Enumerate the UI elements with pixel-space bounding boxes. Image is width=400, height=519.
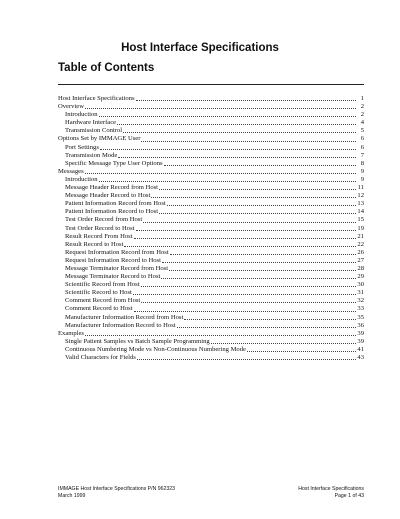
toc-entry[interactable] (58, 208, 364, 216)
toc-dot-leader (162, 257, 356, 263)
toc-entry-page: 29 (357, 273, 364, 281)
toc-entry[interactable] (58, 95, 364, 103)
toc-entry[interactable] (58, 330, 364, 338)
toc-entry-page: 32 (357, 297, 364, 305)
toc-entry-title: Host Interface Specifications (58, 95, 135, 102)
toc-entry-title: Message Terminator Record from Host (65, 264, 169, 272)
toc-entry-title: Introduction (65, 111, 98, 119)
toc-entry-title: Manufacturer Information Record from Host (65, 313, 184, 321)
toc-entry[interactable] (58, 322, 364, 330)
toc-entry-page: 2 (360, 111, 364, 119)
toc-entry-page: 11 (357, 184, 364, 192)
toc-entry[interactable] (58, 273, 364, 281)
toc-entry-title: Message Header Record from Host (65, 184, 159, 192)
toc-dot-leader (137, 354, 356, 360)
toc-dot-leader (100, 144, 356, 150)
toc-dot-leader (143, 217, 356, 223)
toc-dot-leader (159, 208, 356, 214)
toc-entry-page: 31 (357, 289, 364, 297)
toc-entry-title: Patient Information Record to Host (65, 208, 159, 216)
toc-entry-title: Overview (58, 103, 84, 111)
toc-entry-page: 22 (357, 240, 364, 248)
toc-entry[interactable] (58, 346, 364, 354)
toc-entry-page: 4 (360, 119, 364, 127)
toc-dot-leader (99, 111, 356, 117)
toc-entry-title: Messages (58, 167, 84, 175)
toc-entry[interactable] (58, 200, 364, 208)
toc-entry-page: 39 (357, 329, 364, 337)
toc-dot-leader (136, 225, 357, 231)
toc-entry-title: Single Patient Samples vs Batch Sample Programming (65, 337, 210, 345)
toc-dot-leader (141, 136, 356, 142)
toc-entry-page: 12 (357, 192, 364, 200)
toc-dot-leader (151, 192, 356, 198)
toc-dot-leader (184, 314, 356, 320)
toc-entry[interactable] (58, 241, 364, 249)
toc-entry-page: 9 (360, 175, 364, 183)
toc-entry-title: Manufacturer Information Record to Host (65, 321, 176, 329)
toc-entry[interactable] (58, 297, 364, 305)
toc-dot-leader (159, 184, 356, 190)
toc-entry-page: 6 (360, 143, 364, 151)
toc-entry-title: Transmission Mode (65, 151, 118, 159)
toc-dot-leader (136, 95, 356, 101)
table-of-contents (58, 95, 364, 362)
toc-entry[interactable] (58, 314, 364, 322)
toc-dot-leader (85, 330, 356, 336)
toc-entry[interactable] (58, 119, 364, 127)
toc-dot-leader (134, 306, 356, 312)
toc-entry-page: 36 (357, 321, 364, 329)
toc-entry-page: 28 (357, 264, 364, 272)
toc-entry[interactable] (58, 184, 364, 192)
toc-dot-leader (177, 322, 356, 328)
toc-dot-leader (141, 281, 356, 287)
toc-entry[interactable] (58, 257, 364, 265)
toc-dot-leader (134, 233, 356, 239)
toc-entry[interactable] (58, 168, 364, 176)
toc-entry[interactable] (58, 233, 364, 241)
toc-entry-page: 14 (357, 208, 364, 216)
page-footer (58, 486, 364, 499)
toc-entry-page: 2 (360, 103, 364, 111)
toc-entry-title: Request Information Record from Host (65, 248, 169, 256)
toc-dot-leader (118, 152, 356, 158)
toc-entry-title: Hardware Interface (65, 119, 117, 127)
toc-entry-page: 6 (360, 135, 364, 143)
toc-entry-page: 13 (357, 200, 364, 208)
toc-entry[interactable] (58, 103, 364, 111)
toc-entry[interactable] (58, 265, 364, 273)
toc-entry-title: Message Terminator Record to Host (65, 273, 161, 281)
toc-dot-leader (124, 241, 356, 247)
toc-entry-title: Valid Characters for Fields (65, 354, 136, 361)
toc-entry-page: 30 (357, 281, 364, 289)
toc-entry-title: Transmission Control (65, 127, 123, 135)
toc-entry-page: 39 (357, 337, 364, 345)
toc-entry-page: 43 (357, 354, 364, 361)
toc-entry-page: 8 (360, 159, 364, 167)
toc-entry-page: 35 (357, 313, 364, 321)
toc-entry-page: 33 (357, 305, 364, 313)
footer-doc-id: IMMAGE Host Interface Specifications P/N 962323 (58, 486, 176, 492)
toc-entry-title: Message Header Record to Host (65, 192, 151, 200)
toc-entry[interactable] (58, 176, 364, 184)
toc-entry-title: Scientific Record to Host (65, 289, 132, 297)
toc-entry-page: 9 (360, 167, 364, 175)
toc-entry[interactable] (58, 305, 364, 313)
toc-entry-page: 41 (357, 345, 364, 353)
toc-dot-leader (247, 346, 356, 352)
toc-entry-title: Result Record From Host (65, 232, 133, 240)
toc-entry[interactable] (58, 144, 364, 152)
toc-entry-title: Patient Information Record from Host (65, 200, 166, 208)
toc-dot-leader (117, 119, 356, 125)
toc-dot-leader (169, 265, 356, 271)
toc-dot-leader (123, 127, 356, 133)
toc-entry-page: 21 (357, 232, 364, 240)
toc-entry[interactable] (58, 152, 364, 160)
toc-entry-page: 26 (357, 248, 364, 256)
toc-entry[interactable] (58, 249, 364, 257)
footer-page-number: Page 1 of 43 (334, 492, 364, 499)
footer-left (58, 486, 175, 499)
toc-entry-title: Examples (58, 329, 85, 337)
toc-dot-leader (85, 168, 356, 174)
toc-entry-title: Continuous Numbering Mode vs Non-Continuous Numbering Mode (65, 345, 246, 353)
document-title: Host Interface Specifications (121, 42, 279, 54)
toc-entry-page: 1 (360, 95, 364, 102)
toc-dot-leader (133, 289, 356, 295)
toc-entry-title: Introduction (65, 175, 98, 183)
toc-entry-title: Request Information Record to Host (65, 256, 161, 264)
toc-dot-leader (161, 273, 356, 279)
toc-entry[interactable] (58, 111, 364, 119)
footer-right (298, 486, 364, 499)
heading-divider (58, 84, 364, 85)
toc-entry-title: Result Record to Host (65, 240, 124, 248)
toc-entry-page: 27 (357, 256, 364, 264)
toc-entry-page: 15 (357, 216, 364, 224)
toc-entry[interactable] (58, 216, 364, 224)
toc-entry[interactable] (58, 160, 364, 168)
footer-section: Host Interface Specifications (298, 486, 364, 492)
toc-entry-title: Test Order Record to Host (65, 224, 135, 232)
toc-dot-leader (141, 297, 356, 303)
toc-entry[interactable] (58, 338, 364, 346)
toc-heading: Table of Contents (58, 62, 155, 74)
toc-dot-leader (211, 338, 356, 344)
toc-dot-leader (164, 160, 356, 166)
toc-entry-title: Comment Record from Host (65, 297, 141, 305)
toc-entry-page: 19 (357, 224, 364, 232)
toc-entry[interactable] (58, 289, 364, 297)
toc-dot-leader (85, 103, 356, 109)
toc-entry-title: Test Order Record from Host (65, 216, 143, 224)
toc-entry[interactable] (58, 135, 364, 143)
toc-entry-title: Comment Record to Host (65, 305, 133, 313)
toc-entry[interactable] (58, 281, 364, 289)
toc-entry-title: Specific Message Type User Options (65, 159, 163, 167)
toc-entry-title: Options Set by IMMAGE User (58, 135, 141, 143)
toc-entry[interactable] (58, 225, 364, 233)
toc-entry[interactable] (58, 127, 364, 135)
toc-entry-page: 7 (360, 151, 364, 159)
toc-entry[interactable] (58, 192, 364, 200)
toc-entry-title: Scientific Record from Host (65, 281, 140, 289)
toc-entry-title: Port Settings (65, 143, 99, 151)
toc-dot-leader (170, 249, 356, 255)
footer-date: March 1999 (58, 492, 86, 499)
toc-entry[interactable] (58, 354, 364, 362)
toc-dot-leader (167, 200, 356, 206)
toc-dot-leader (99, 176, 356, 182)
toc-entry-page: 5 (360, 127, 364, 135)
